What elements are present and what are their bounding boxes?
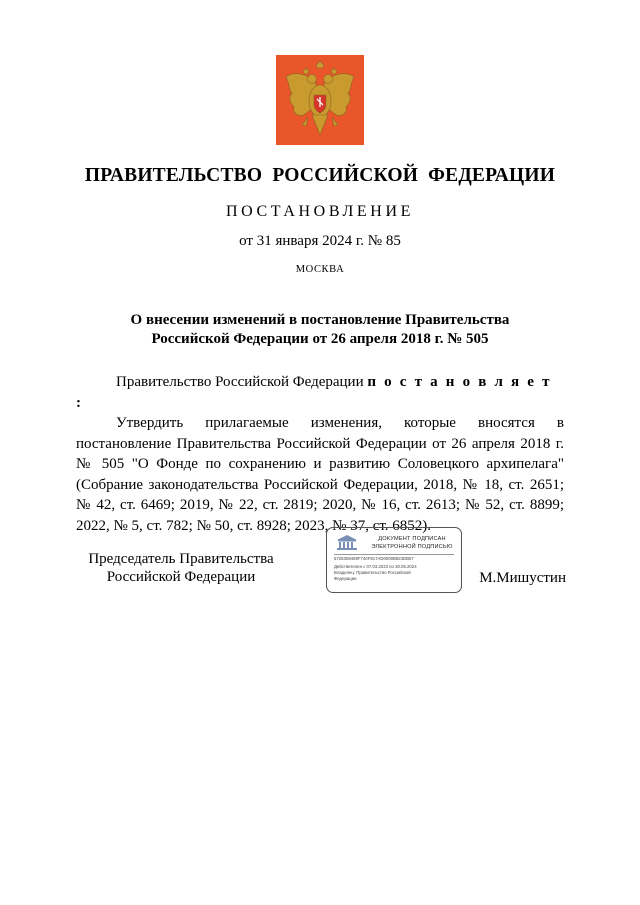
stamp-validity: Действителен с 07.03.2023 по 30.05.2024 bbox=[334, 564, 417, 569]
stamp-title-line-2: ЭЛЕКТРОННОЙ ПОДПИСЬЮ bbox=[371, 544, 453, 550]
intro-line bbox=[76, 372, 564, 413]
subject-line-2: Российской Федерации от 26 апреля 2018 г. № 505 bbox=[151, 331, 489, 347]
intro-text: Правительство Российской Федерации bbox=[116, 374, 364, 390]
position-line-1: Председатель Правительства bbox=[88, 551, 274, 567]
signatory-name: М.Мишустин bbox=[479, 570, 566, 586]
main-paragraph: Утвердить прилагаемые изменения, которые вносятся в постановление Правительства Российской Федерации от 26 апреля 2018 г. № 505 "О Фонде по сохранению и развитию Соловецкого архипелага" (Собрание законодательства Российской Федерации, 2018, № 18, ст. 2651; № 42, ст. 6469; 2019, № 22, ст. 2819; 2020, № 16, ст. 2613; № 52, ст. 8899; 2022, № 5, ст. 782; № 50, ст. 8928; 2023, № 37, ст. 6852). bbox=[76, 415, 564, 534]
stamp-divider bbox=[334, 554, 454, 555]
government-title: ПРАВИТЕЛЬСТВО РОССИЙСКОЙ ФЕДЕРАЦИИ bbox=[84, 165, 556, 186]
stamp-serial: 5725359469F740F817AD0000B823DB57 bbox=[334, 556, 414, 561]
stamp-title-line-1: ДОКУМЕНТ ПОДПИСАН bbox=[378, 536, 446, 542]
document-date-number: от 31 января 2024 г. № 85 bbox=[239, 233, 401, 249]
position-line-2: Российской Федерации bbox=[106, 569, 256, 585]
stamp-title bbox=[365, 535, 459, 551]
document-type: ПОСТАНОВЛЕНИЕ bbox=[226, 203, 414, 220]
stamp-owner-line-2: Федерации bbox=[334, 576, 357, 581]
russian-coat-of-arms-icon bbox=[276, 55, 364, 145]
document-subject bbox=[0, 311, 640, 349]
stamp-owner-line-1: Владелец: Правительство Российской bbox=[334, 570, 411, 575]
subject-line-1: О внесении изменений в постановление Правительства bbox=[130, 312, 510, 328]
signatory-position bbox=[76, 550, 286, 586]
document-body bbox=[76, 372, 564, 536]
intro-verb: п о с т а н о в л я е т : bbox=[76, 374, 552, 411]
government-building-icon bbox=[335, 534, 359, 550]
electronic-signature-stamp bbox=[326, 527, 462, 593]
document-city: МОСКВА bbox=[295, 264, 345, 275]
